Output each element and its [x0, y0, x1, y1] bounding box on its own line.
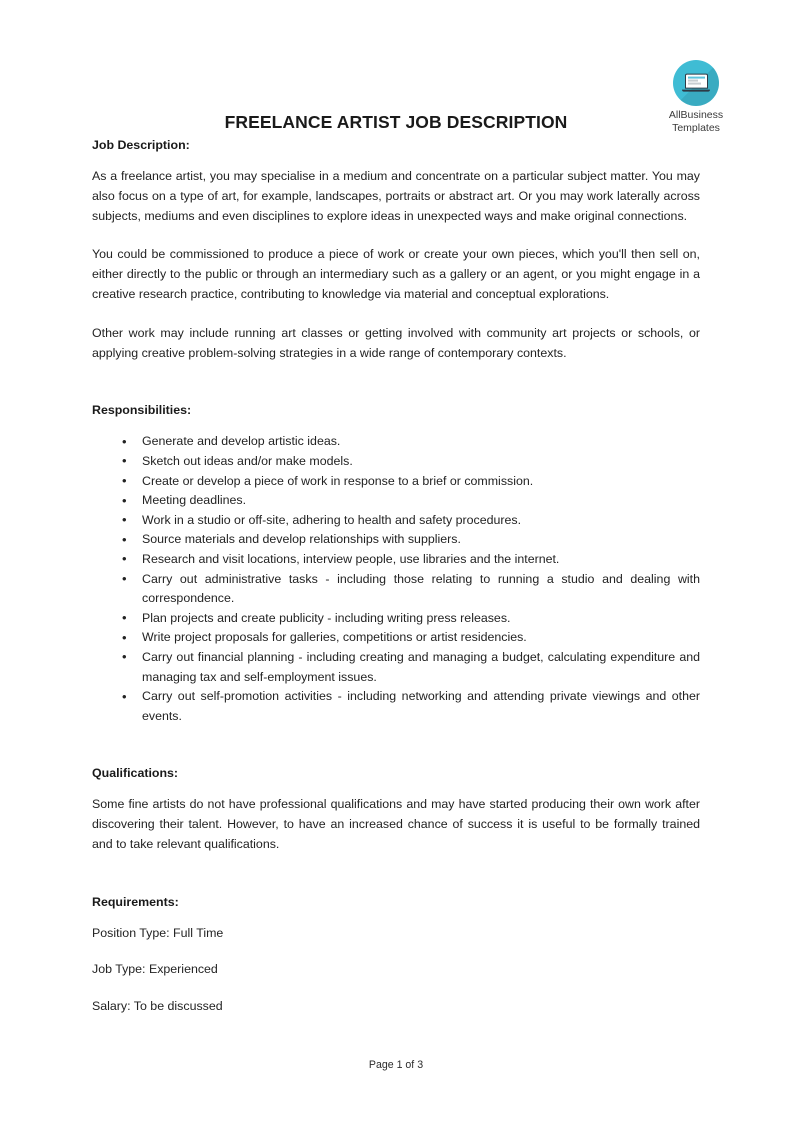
responsibilities-list: [92, 432, 700, 726]
list-item: • Source materials and develop relationships with suppliers.: [92, 530, 700, 550]
section-heading-requirements: Requirements:: [92, 894, 179, 909]
job-description-paragraph: You could be commissioned to produce a piece of work or create your own pieces, which you'll then sell on, either directly to the public or through an intermediary such as a gallery or an agent, or you might engage in a creative research practice, contributing to knowledge via material and conceptual explorations.: [92, 247, 700, 301]
requirement-job-type: Job Type: Experienced: [92, 962, 218, 977]
screen-line-1: [688, 77, 705, 79]
logo-text-line-1: AllBusiness: [668, 109, 724, 121]
section-heading-qualifications: Qualifications:: [92, 766, 179, 781]
laptop-icon: [682, 74, 710, 92]
logo-circle: [673, 60, 719, 106]
list-item: • Research and visit locations, interview people, use libraries and the internet.: [92, 550, 700, 570]
section-heading-responsibilities: Responsibilities:: [92, 403, 192, 418]
logo-text-line-2: Templates: [672, 121, 720, 134]
job-description-paragraph: As a freelance artist, you may specialise in a medium and concentrate on a particular subject matter. You may also focus on a type of art, for example, landscapes, portraits or abstract art. Or you may work laterally across subjects, mediums and even disciplines to explore ideas in unexpected ways and make original connections.: [92, 169, 700, 223]
requirement-position-type: Position Type: Full Time: [92, 925, 224, 940]
document-content: [92, 138, 700, 1034]
job-description-paragraph: Other work may include running art classes or getting involved with community art projects or schools, or applying creative problem-solving strategies in a wide range of contemporary contexts.: [92, 325, 700, 360]
laptop-screen: [685, 74, 708, 89]
screen-line-2: [688, 80, 699, 82]
screen-line-3: [688, 83, 701, 85]
list-item: • Work in a studio or off-site, adhering to health and safety procedures.: [92, 511, 700, 531]
list-item: • Create or develop a piece of work in response to a brief or commission.: [92, 472, 700, 492]
list-item: • Carry out financial planning - including creating and managing a budget, calculating expenditure and managing tax and self-employment issues.: [92, 648, 700, 687]
page-footer: Page 1 of 3: [368, 1059, 424, 1071]
list-item: • Meeting deadlines.: [92, 491, 700, 511]
requirement-salary: Salary: To be discussed: [92, 999, 223, 1014]
qualifications-paragraph: Some fine artists do not have professional qualifications and may have started producing their own work after discovering their talent. However, to have an increased chance of success it is useful to be formally trained and to take relevant qualifications.: [92, 797, 700, 851]
list-item: • Sketch out ideas and/or make models.: [92, 452, 700, 472]
list-item: • Carry out self-promotion activities - including networking and attending private viewings and other events.: [92, 687, 700, 726]
list-item: • Carry out administrative tasks - including those relating to running a studio and dealing with correspondence.: [92, 570, 700, 609]
list-item: • Plan projects and create publicity - including writing press releases.: [92, 609, 700, 629]
laptop-base: [682, 89, 710, 92]
list-item: • Write project proposals for galleries, competitions or artist residencies.: [92, 628, 700, 648]
section-heading-job-description: Job Description:: [92, 138, 190, 152]
list-item: • Generate and develop artistic ideas.: [92, 432, 700, 452]
page-title: FREELANCE ARTIST JOB DESCRIPTION: [224, 112, 568, 132]
